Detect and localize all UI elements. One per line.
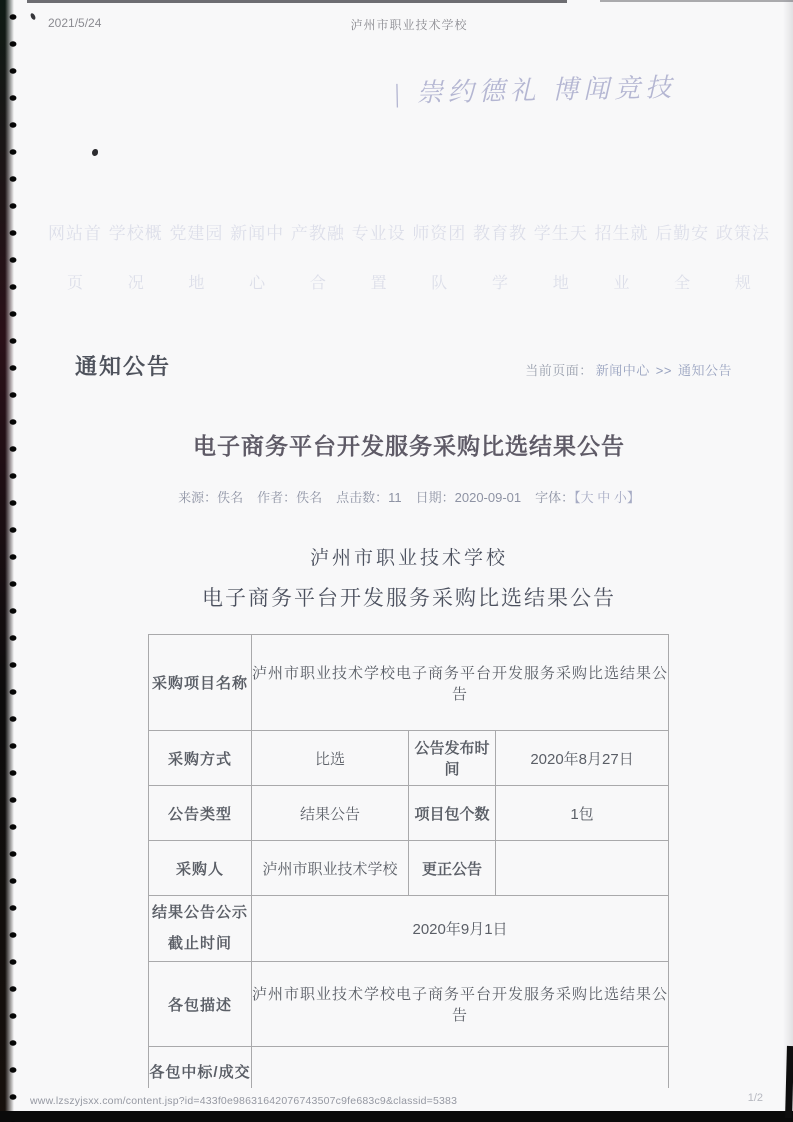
cell-project-name-value: 泸州市职业技术学校电子商务平台开发服务采购比选结果公告: [252, 635, 669, 731]
scan-right-edge-wedge: [785, 1046, 793, 1118]
breadcrumb-label: 当前页面：: [525, 363, 593, 378]
document-heading-line2: 电子商务平台开发服务采购比选结果公告: [202, 586, 616, 610]
print-date: 2021/5/24: [48, 16, 102, 30]
nav-item-news-center[interactable]: 新闻中 心: [230, 224, 285, 292]
print-header: [25, 16, 793, 34]
breadcrumb: [525, 360, 735, 379]
print-doc-title: 泸州市职业技术学校: [350, 18, 468, 32]
cell-notice-type-label: 公告类型: [149, 786, 252, 841]
cell-publicity-deadline-label: 结果公告公示 截止时间: [149, 896, 252, 962]
nav-item-home[interactable]: 网站首 页: [48, 224, 102, 292]
nav-item-teaching[interactable]: 教育教 学: [473, 224, 528, 292]
breadcrumb-separator: >>: [655, 363, 672, 378]
cell-project-name-label: 采购项目名称: [149, 635, 252, 731]
breadcrumb-parent-link[interactable]: 新闻中心: [595, 363, 650, 378]
cell-package-desc-value: 泸州市职业技术学校电子商务平台开发服务采购比选结果公告: [252, 962, 669, 1047]
nav-item-student-world[interactable]: 学生天 地: [533, 224, 588, 292]
cell-publish-time-label: 公告发布时间: [409, 731, 496, 786]
procurement-table: [148, 634, 669, 1088]
meta-clicks: 点击数：11: [336, 490, 402, 505]
article-title: 电子商务平台开发服务采购比选结果公告: [193, 433, 625, 459]
meta-author: 作者：佚名: [257, 490, 323, 505]
cell-package-count-value: 1包: [496, 786, 669, 841]
nav-item-logistics-safety[interactable]: 后勤安 全: [655, 224, 710, 292]
cell-purchaser-label: 采购人: [149, 841, 252, 896]
section-title: 通知公告: [75, 354, 172, 379]
cell-method-label: 采购方式: [149, 731, 252, 786]
school-motto-calligraphy: | 崇约德礼 博闻竞技: [392, 73, 677, 108]
scan-left-torn-blobs: [2, 4, 26, 1122]
cell-package-desc-label: 各包描述: [149, 962, 252, 1047]
nav-item-party-building[interactable]: 党建园 地: [169, 224, 224, 292]
cell-winner-label: 各包中标/成交: [149, 1047, 252, 1089]
cell-publish-time-value: 2020年8月27日: [496, 731, 669, 786]
cell-notice-type-value: 结果公告: [252, 786, 409, 841]
cell-method-value: 比选: [252, 731, 409, 786]
breadcrumb-current-link[interactable]: 通知公告: [677, 363, 732, 378]
page-indicator: 1/2: [747, 1092, 763, 1104]
footer-url: www.lzszyjsxx.com/content.jsp?id=433f0e98631642076743507c9fe683c9&classid=5383: [30, 1095, 458, 1107]
nav-item-majors[interactable]: 专业设 置: [351, 224, 406, 292]
cell-package-count-label: 项目包个数: [409, 786, 496, 841]
nav-item-policies[interactable]: 政策法 规: [715, 224, 770, 292]
meta-source: 来源：佚名: [178, 490, 244, 505]
scan-top-edge-right: [600, 0, 793, 2]
article-meta: [25, 487, 793, 506]
font-size-options[interactable]: 【大 中 小】: [574, 490, 640, 505]
procurement-table-wrap: [148, 634, 669, 1088]
nav-item-school-overview[interactable]: 学校概 况: [108, 224, 163, 292]
cell-publicity-deadline-value: 2020年9月1日: [252, 896, 669, 962]
meta-date: 日期：2020-09-01: [415, 490, 522, 505]
meta-font-label: 字体：: [535, 490, 575, 505]
scan-speck: [92, 149, 98, 156]
cell-correction-label: 更正公告: [409, 841, 496, 896]
scan-bottom-edge: [0, 1111, 793, 1122]
main-nav: [48, 224, 770, 293]
cell-correction-value: [496, 841, 669, 896]
nav-item-admissions[interactable]: 招生就 业: [594, 224, 649, 292]
cell-purchaser-value: 泸州市职业技术学校: [252, 841, 409, 896]
scan-right-shadow: [783, 0, 793, 1122]
scan-top-edge: [27, 0, 567, 3]
nav-item-industry-education[interactable]: 产教融 合: [290, 224, 345, 292]
document-heading-line1: 泸州市职业技术学校: [309, 548, 508, 569]
cell-winner-value: [252, 1047, 669, 1089]
nav-item-faculty[interactable]: 师资团 队: [412, 224, 467, 292]
